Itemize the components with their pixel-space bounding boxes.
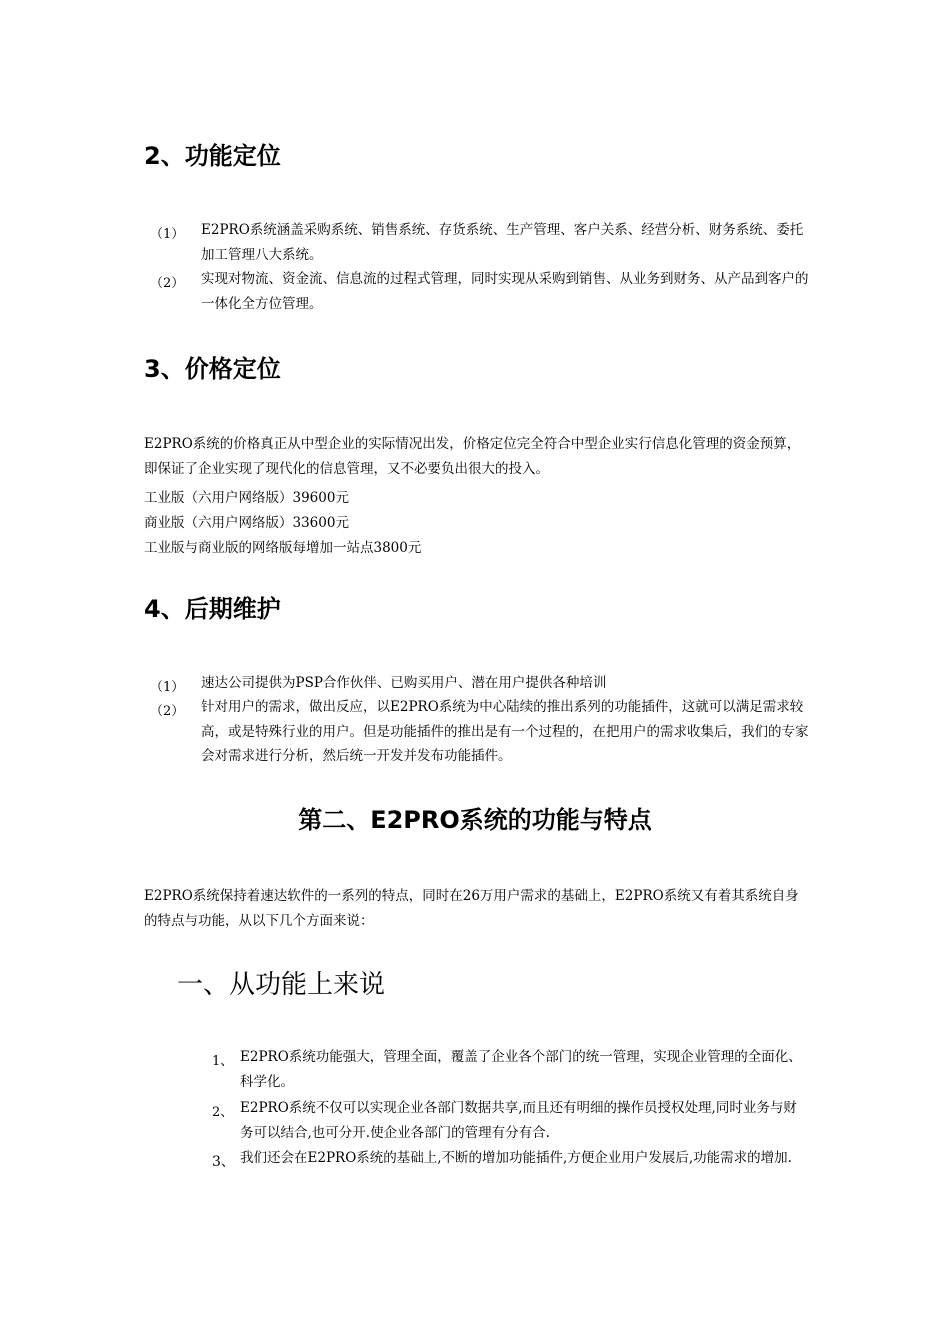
list-number: 3、 xyxy=(212,1154,235,1170)
section-heading-function-positioning: 2、功能定位 xyxy=(144,142,281,170)
subsection-heading-function: 一、从功能上来说 xyxy=(177,970,386,1000)
list-number: （1） xyxy=(150,680,185,695)
section-heading-maintenance: 4、后期维护 xyxy=(144,595,281,623)
price-line: 工业版（六用户网络版）39600元 xyxy=(144,490,349,506)
list-number: （1） xyxy=(150,227,185,242)
price-paragraph: E2PRO系统的价格真正从中型企业的实际情况出发，价格定位完全符合中型企业实行信息化管理的资金预算，即保证了企业实现了现代化的信息管理，又不必要负出很大的投入。 xyxy=(144,436,801,477)
intro-paragraph: E2PRO系统保持着速达软件的一系列的特点，同时在26万用户需求的基础上，E2PRO系统又有着其系统自身的特点与功能，从以下几个方面来说： xyxy=(144,888,799,929)
list-number: （2） xyxy=(150,276,185,291)
list-item: E2PRO系统涵盖采购系统、销售系统、存货系统、生产管理、客户关系、经营分析、财务系统、委托加工管理八大系统。 xyxy=(201,222,804,263)
price-line: 商业版（六用户网络版）33600元 xyxy=(144,515,349,531)
list-number: 1、 xyxy=(212,1054,234,1069)
list-item: 我们还会在E2PRO系统的基础上,不断的增加功能插件,方便企业用户发展后,功能需求的增加. xyxy=(240,1150,792,1166)
list-number: 2、 xyxy=(212,1105,234,1120)
list-item: 速达公司提供为PSP合作伙伴、已购买用户、潜在用户提供各种培训 xyxy=(201,675,607,691)
part-title: 第二、E2PRO系统的功能与特点 xyxy=(298,806,652,834)
section-heading-price-positioning: 3、价格定位 xyxy=(144,355,281,383)
list-item: 针对用户的需求，做出反应，以E2PRO系统为中心陆续的推出系列的功能插件，这就可以满足需求较高，或是特殊行业的用户。但是功能插件的推出是有一个过程的，在把用户的需求收集后，我们的专家会对需求进行分析，然后统一开发并发布功能插件。 xyxy=(201,699,809,764)
list-item: E2PRO系统功能强大，管理全面，覆盖了企业各个部门的统一管理，实现企业管理的全面化、科学化。 xyxy=(240,1049,802,1090)
price-line: 工业版与商业版的网络版每增加一站点3800元 xyxy=(144,540,422,556)
list-item: E2PRO系统不仅可以实现企业各部门数据共享,而且还有明细的操作员授权处理,同时业务与财务可以结合,也可分开.使企业各部门的管理有分有合. xyxy=(240,1100,797,1141)
list-item: 实现对物流、资金流、信息流的过程式管理，同时实现从采购到销售、从业务到财务、从产品到客户的一体化全方位管理。 xyxy=(201,271,809,312)
list-number: （2） xyxy=(150,704,185,719)
